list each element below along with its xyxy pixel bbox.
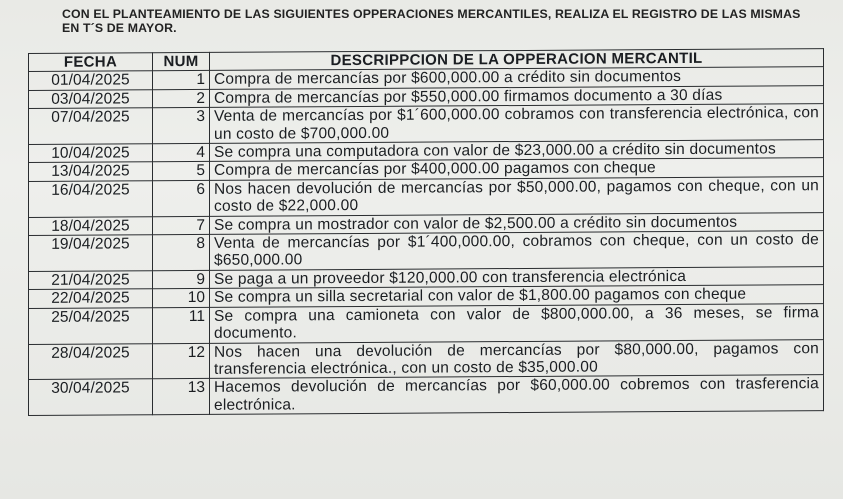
row-fecha: 03/04/2025 [29, 90, 153, 109]
row-fecha: 16/04/2025 [29, 181, 153, 218]
row-descripcion: Se paga a un proveedor $120,000.00 con transferencia electrónica [210, 267, 824, 289]
row-num: 10 [153, 289, 210, 308]
row-descripcion: Compra de mercancías por $400,000.00 pagamos con cheque [210, 158, 824, 180]
row-descripcion: Se compra un silla secretarial con valor de $1,800.00 pagamos con cheque [210, 285, 824, 307]
row-num: 12 [153, 343, 210, 379]
row-descripcion: Nos hacen una devolución de mercancías por $80,000.00, pagamos con transferencia electrónica., con un costo de $35,000.00 [210, 339, 824, 379]
row-num: 4 [153, 143, 210, 162]
row-num: 11 [153, 307, 210, 343]
row-num: 1 [153, 71, 210, 90]
table-row [29, 339, 824, 380]
row-fecha: 30/04/2025 [29, 379, 153, 416]
row-num: 5 [153, 162, 210, 181]
row-num: 6 [153, 180, 210, 216]
table-row [29, 104, 824, 145]
row-descripcion: Se compra una computadora con valor de $23,000.00 a crédito sin documentos [210, 140, 824, 162]
row-fecha: 28/04/2025 [29, 343, 153, 380]
row-num: 7 [153, 216, 210, 235]
table-row [29, 375, 824, 416]
row-num: 3 [153, 108, 210, 144]
row-num: 8 [153, 234, 210, 270]
table-row [29, 176, 824, 217]
column-header-descripcion: DESCRIPPCION DE LA OPPERACION MERCANTIL [210, 49, 824, 71]
row-descripcion: Se compra un mostrador con valor de $2,500.00 a crédito sin documentos [210, 212, 824, 234]
row-fecha: 25/04/2025 [29, 307, 153, 344]
row-fecha: 19/04/2025 [29, 235, 153, 272]
operations-table [28, 48, 824, 416]
row-descripcion: Compra de mercancías por $600,000.00 a crédito sin documentos [210, 67, 824, 89]
row-fecha: 21/04/2025 [29, 271, 153, 290]
table-row [29, 231, 824, 272]
row-descripcion: Venta de mercancías por $1´600,000.00 cobramos con transferencia electrónica, con un costo de $700,000.00 [210, 104, 824, 144]
row-num: 9 [153, 270, 210, 289]
row-fecha: 18/04/2025 [29, 216, 153, 235]
row-fecha: 10/04/2025 [29, 144, 153, 163]
row-descripcion: Se compra una camioneta con valor de $800,000.00, a 36 meses, se firma documento. [210, 303, 824, 343]
row-descripcion: Hacemos devolución de mercancías por $60,000.00 cobremos con trasferencia electrónica. [210, 375, 824, 415]
column-header-fecha: FECHA [29, 53, 153, 72]
row-descripcion: Nos hacen devolución de mercancías por $50,000.00, pagamos con cheque, con un costo de $22,000.00 [210, 176, 824, 216]
row-fecha: 01/04/2025 [29, 71, 153, 90]
row-num: 13 [153, 379, 210, 415]
row-num: 2 [153, 89, 210, 108]
row-fecha: 13/04/2025 [29, 162, 153, 181]
table-row [29, 303, 824, 344]
row-descripcion: Venta de mercancías por $1´400,000.00, cobramos con cheque, con un costo de $650,000.00 [210, 231, 824, 271]
row-fecha: 07/04/2025 [29, 108, 153, 145]
instructions-text: CON EL PLANTEAMIENTO DE LAS SIGUIENTES OPPERACIONES MERCANTILES, REALIZA EL REGISTRO DE LAS MISMAS EN T´S DE MAYOR. [62, 7, 801, 35]
row-descripcion: Compra de mercancías por $550,000.00 firmamos documento a 30 días [210, 85, 824, 107]
row-fecha: 22/04/2025 [29, 289, 153, 308]
column-header-num: NUM [153, 52, 210, 71]
